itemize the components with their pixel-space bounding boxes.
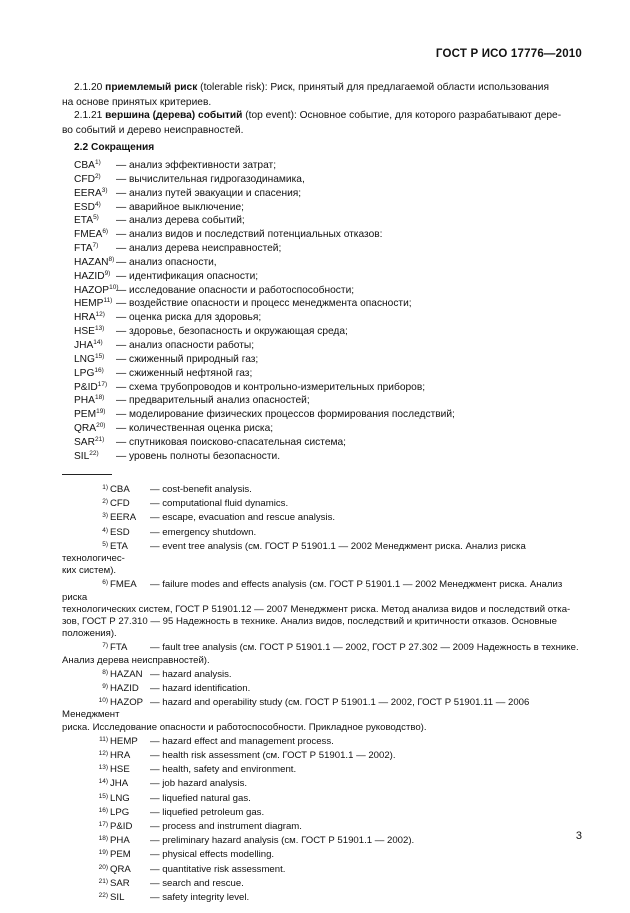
footnote-number: 13) xyxy=(98,764,108,772)
abbreviation-row xyxy=(74,159,455,173)
footnote-abbr: PHA xyxy=(110,835,130,847)
footnote xyxy=(62,748,584,762)
abbreviation-term xyxy=(74,256,116,270)
footnote-abbr: P&ID xyxy=(110,821,133,833)
abbreviation-term xyxy=(74,325,116,339)
abbreviation-meaning: — анализ опасности работы; xyxy=(116,339,255,351)
abbreviation-code: EERA xyxy=(74,187,102,199)
abbreviation-term xyxy=(74,228,116,242)
abbreviation-row xyxy=(74,325,455,339)
abbreviation-code: PEM xyxy=(74,409,97,421)
abbreviation-code: HAZID xyxy=(74,270,105,282)
abbreviation-meaning: — анализ эффективности затрат; xyxy=(116,160,277,171)
footnote-number: 6) xyxy=(102,579,108,587)
footnote-number: 5) xyxy=(102,540,108,548)
abbreviation-code: P&ID xyxy=(74,381,98,393)
footnote xyxy=(62,695,584,721)
footnote-number: 8) xyxy=(102,668,108,676)
footnote xyxy=(62,482,584,496)
footnote-abbr: LNG xyxy=(110,792,130,804)
footnote-continuation: ких систем). xyxy=(62,565,117,577)
abbreviation-meaning: — схема трубопроводов и контрольно-измерительных приборов; xyxy=(116,381,426,393)
footnote-number: 15) xyxy=(98,792,108,800)
term: вершина (дерева) событий xyxy=(105,110,243,121)
abbreviation-row xyxy=(74,201,455,215)
footnote-text: — cost-benefit analysis. xyxy=(150,484,252,495)
footnote-continuation: положения). xyxy=(62,628,117,640)
abbreviation-code: PHA xyxy=(74,395,95,407)
footnote-ref: 2) xyxy=(94,172,101,180)
abbreviation-meaning: — спутниковая поисково-спасательная система; xyxy=(116,436,346,448)
abbreviation-meaning: — сжиженный природный газ; xyxy=(116,353,259,365)
footnote-text: — failure modes and effects analysis (см. ГОСТ Р 51901.1 — 2002 Менеджмент риска. Анализ риска xyxy=(62,579,563,603)
footnote-number: 20) xyxy=(98,863,108,871)
footnote-text: — search and rescue. xyxy=(150,877,244,889)
footnote-ref: 14) xyxy=(93,338,103,346)
footnote-number: 12) xyxy=(98,750,108,758)
footnote xyxy=(62,539,584,565)
footnote-continuation: зов, ГОСТ Р 27.310 — 95 Надежность в технике. Анализ видов, последствий и критичности отказов. Основные xyxy=(62,616,558,628)
footnote-abbr: QRA xyxy=(110,863,131,875)
footnote-ref: 9) xyxy=(104,269,111,277)
abbreviation-code: QRA xyxy=(74,423,97,435)
footnote xyxy=(62,762,584,776)
abbreviation-row xyxy=(74,242,455,256)
abbreviation-term xyxy=(74,270,116,284)
abbreviation-code: HRA xyxy=(74,312,96,324)
definition-text-cont: во событий и дерево неисправностей. xyxy=(62,125,244,136)
abbreviation-term xyxy=(74,450,116,464)
footnote-number: 7) xyxy=(102,642,108,650)
footnote-text: — job hazard analysis. xyxy=(150,778,248,790)
abbreviation-code: CBA xyxy=(74,160,95,171)
footnote xyxy=(62,577,584,603)
footnote-abbr: ESD xyxy=(110,526,130,538)
footnote xyxy=(62,776,584,790)
abbreviation-meaning: — оценка риска для здоровья; xyxy=(116,312,262,324)
abbreviation-term xyxy=(74,201,116,215)
footnote-abbr: HSE xyxy=(110,764,130,776)
abbreviation-meaning: — аварийное выключение; xyxy=(116,201,244,213)
abbreviation-meaning: — количественная оценка риска; xyxy=(116,423,274,435)
abbreviation-row xyxy=(74,353,455,367)
page-header: ГОСТ Р ИСО 17776—2010 xyxy=(435,48,582,60)
abbreviation-term xyxy=(74,187,116,201)
footnote xyxy=(62,496,584,510)
abbreviation-meaning: — предварительный анализ опасностей; xyxy=(116,395,310,407)
abbreviation-code: HAZAN xyxy=(74,256,109,268)
footnote-ref: 19) xyxy=(96,408,106,416)
abbreviation-code: SIL xyxy=(74,450,90,462)
abbreviation-meaning: — идентификация опасности; xyxy=(116,270,259,282)
footnote-text: — hazard analysis. xyxy=(150,668,232,680)
abbreviation-code: HSE xyxy=(74,326,95,338)
footnote-abbr: ETA xyxy=(110,540,128,552)
term: приемлемый риск xyxy=(105,82,198,93)
footnote-text: — physical effects modelling. xyxy=(150,849,275,861)
footnote-ref: 17) xyxy=(97,380,108,388)
footnote-abbr: PEM xyxy=(110,849,131,861)
footnote-abbr: SAR xyxy=(110,877,130,889)
footnote-abbr: LPG xyxy=(110,806,130,818)
abbreviation-row xyxy=(74,367,455,381)
footnote-text: — preliminary hazard analysis (см. ГОСТ Р 51901.1 — 2002). xyxy=(150,835,415,847)
footnote xyxy=(62,847,584,861)
abbreviation-code: FMEA xyxy=(74,229,103,241)
footnote xyxy=(62,876,584,890)
abbreviation-row xyxy=(74,297,455,311)
footnote-number: 21) xyxy=(98,877,108,885)
abbreviation-term xyxy=(74,214,116,228)
footnote-text: — health, safety and environment. xyxy=(150,764,297,776)
abbreviation-term xyxy=(74,408,116,422)
footnote-abbr: SIL xyxy=(110,892,125,904)
footnote xyxy=(62,640,584,654)
footnote-text: — emergency shutdown. xyxy=(150,526,257,538)
footnote-ref: 18) xyxy=(94,394,105,402)
abbreviation-term xyxy=(74,159,116,173)
footnote-ref: 10) xyxy=(109,283,119,291)
footnote-number: 10) xyxy=(98,697,108,705)
abbreviation-list xyxy=(74,159,455,464)
footnote-text: — quantitative risk assessment. xyxy=(150,863,286,875)
abbreviation-code: SAR xyxy=(74,436,95,448)
footnote-number: 19) xyxy=(98,849,108,857)
abbreviation-code: LPG xyxy=(74,367,95,379)
footnote-abbr: EERA xyxy=(110,512,137,524)
abbreviation-term xyxy=(74,381,116,395)
abbreviation-row xyxy=(74,173,455,187)
abbreviation-row xyxy=(74,256,455,270)
footnote xyxy=(62,862,584,876)
footnote-number: 18) xyxy=(98,835,108,843)
abbreviation-row xyxy=(74,214,455,228)
abbreviation-code: JHA xyxy=(74,339,94,351)
footnote-ref: 7) xyxy=(92,242,99,250)
definition-text: (top event): Основное событие, для которого разрабатывают дере- xyxy=(245,110,562,121)
footnote-text: — hazard and operability study (см. ГОСТ Р 51901.1 — 2002, ГОСТ Р 51901.11 — 2006 Менеджмент xyxy=(62,697,530,721)
abbreviation-code: ESD xyxy=(74,201,95,213)
footnote-text: — hazard effect and management process. xyxy=(150,735,334,747)
footnote-text: — fault tree analysis (см. ГОСТ Р 51901.1 — 2002, ГОСТ Р 27.302 — 2009 Надежность в технике. xyxy=(150,642,579,654)
abbreviation-term xyxy=(74,297,116,311)
abbreviation-term xyxy=(74,436,116,450)
definition-2-1-21 xyxy=(62,108,582,138)
footnote-separator xyxy=(62,474,112,475)
abbreviation-code: CFD xyxy=(74,173,95,185)
abbreviation-row xyxy=(74,311,455,325)
footnote-text: — liquefied petroleum gas. xyxy=(150,806,265,818)
abbreviation-meaning: — вычислительная гидрогазодинамика, xyxy=(116,173,305,185)
abbreviation-term xyxy=(74,311,116,325)
abbreviation-row xyxy=(74,339,455,353)
footnote-text: — escape, evacuation and rescue analysis. xyxy=(150,512,336,524)
footnote-number: 3) xyxy=(102,512,108,520)
footnote-abbr: FMEA xyxy=(110,579,137,591)
abbreviation-meaning: — моделирование физических процессов формирования последствий; xyxy=(116,409,455,421)
abbreviation-term xyxy=(74,242,116,256)
footnote xyxy=(62,681,584,695)
footnote-ref: 12) xyxy=(95,311,105,319)
definition-2-1-20 xyxy=(62,80,582,110)
footnote-ref: 4) xyxy=(94,200,101,208)
footnote-abbr: CFD xyxy=(110,498,130,510)
abbreviation-row xyxy=(74,408,455,422)
footnote-number: 11) xyxy=(99,735,108,743)
footnote-ref: 22) xyxy=(89,449,99,457)
definition-text-cont: на основе принятых критериев. xyxy=(62,97,212,108)
abbreviation-row xyxy=(74,394,455,408)
footnote-number: 22) xyxy=(98,892,108,900)
footnote-text: — hazard identification. xyxy=(150,683,251,695)
abbreviation-term xyxy=(74,422,116,436)
abbreviation-meaning: — анализ видов и последствий потенциальных отказов: xyxy=(116,229,383,241)
footnote-ref: 15) xyxy=(94,352,105,360)
page-number: 3 xyxy=(575,830,582,842)
abbreviation-meaning: — анализ путей эвакуации и спасения; xyxy=(116,187,302,199)
footnote-text: — safety integrity level. xyxy=(150,892,250,904)
footnote-ref: 3) xyxy=(101,186,108,194)
abbreviation-row xyxy=(74,270,455,284)
clause-number: 2.1.20 xyxy=(74,82,103,93)
footnote-ref: 21) xyxy=(94,435,105,443)
abbreviation-meaning: — анализ дерева неисправностей; xyxy=(116,243,282,255)
abbreviation-term xyxy=(74,353,116,367)
footnote-continuation: технологических систем, ГОСТ Р 51901.12 — 2007 Менеджмент риска. Метод анализа видов и последствий отка- xyxy=(62,603,571,615)
abbreviation-row xyxy=(74,422,455,436)
footnote-abbr: JHA xyxy=(110,778,129,790)
footnote-ref: 1) xyxy=(94,159,101,166)
abbreviation-code: FTA xyxy=(74,243,93,255)
footnote-ref: 16) xyxy=(94,366,104,374)
footnote-continuation: риска. Исследование опасности и работоспособности. Прикладное руководство). xyxy=(62,721,427,733)
footnote-abbr: HAZID xyxy=(110,683,139,695)
footnote-abbr: CBA xyxy=(110,484,130,495)
abbreviation-row xyxy=(74,228,455,242)
abbreviation-row xyxy=(74,381,455,395)
footnote xyxy=(62,833,584,847)
abbreviation-meaning: — уровень полноты безопасности. xyxy=(116,450,281,462)
abbreviation-term xyxy=(74,394,116,408)
footnote xyxy=(62,525,584,539)
abbreviation-code: LNG xyxy=(74,353,95,365)
footnote-ref: 6) xyxy=(102,228,109,236)
footnote xyxy=(62,791,584,805)
footnote-text: — liquefied natural gas. xyxy=(150,792,251,804)
abbreviation-row xyxy=(74,284,455,298)
abbreviation-term xyxy=(74,173,116,187)
footnote-text: — health risk assessment (см. ГОСТ Р 51901.1 — 2002). xyxy=(150,750,396,762)
abbreviation-meaning: — исследование опасности и работоспособности; xyxy=(116,284,355,296)
footnote xyxy=(62,667,584,681)
footnote-number: 2) xyxy=(102,498,108,506)
footnote-abbr: HAZOP xyxy=(110,697,144,709)
abbreviation-code: ETA xyxy=(74,215,94,227)
abbreviation-row xyxy=(74,450,455,464)
abbreviation-meaning: — воздействие опасности и процесс менеджмента опасности; xyxy=(116,298,412,310)
footnote-abbr: HAZAN xyxy=(110,668,143,680)
abbreviation-term xyxy=(74,339,116,353)
abbreviation-meaning: — здоровье, безопасность и окружающая среда; xyxy=(116,326,348,338)
footnote xyxy=(62,510,584,524)
abbreviation-row xyxy=(74,436,455,450)
abbreviation-meaning: — сжиженный нефтяной газ; xyxy=(116,367,253,379)
footnote-continuation: Анализ дерева неисправностей). xyxy=(62,654,210,666)
footnote xyxy=(62,734,584,748)
footnote-number: 17) xyxy=(98,821,108,829)
section-title: 2.2 Сокращения xyxy=(74,142,155,153)
footnote-ref: 20) xyxy=(96,422,106,430)
footnote-ref: 8) xyxy=(108,255,115,263)
footnote-abbr: FTA xyxy=(110,642,128,654)
footnote-number: 4) xyxy=(102,526,108,534)
footnote xyxy=(62,819,584,833)
footnote-abbr: HEMP xyxy=(110,735,138,747)
footnote-number: 9) xyxy=(102,683,108,691)
clause-number: 2.1.21 xyxy=(74,110,103,121)
abbreviation-term xyxy=(74,367,116,381)
footnote-text: — process and instrument diagram. xyxy=(150,821,302,833)
footnote xyxy=(62,890,584,904)
abbreviation-meaning: — анализ опасности, xyxy=(116,256,217,268)
abbreviation-code: HEMP xyxy=(74,298,104,310)
footnote-number: 16) xyxy=(98,806,108,814)
footnote-number: 1) xyxy=(102,484,108,491)
definition-text: (tolerable risk): Риск, принятый для предлагаемой области использования xyxy=(200,82,549,93)
abbreviation-meaning: — анализ дерева событий; xyxy=(116,215,245,227)
abbreviation-term xyxy=(74,283,119,298)
abbreviation-code: HAZOP xyxy=(74,284,110,296)
footnote-ref: 13) xyxy=(94,325,105,333)
footnote xyxy=(62,805,584,819)
footnote-text: — computational fluid dynamics. xyxy=(150,498,289,510)
footnote-ref: 11) xyxy=(103,297,113,305)
footnote-number: 14) xyxy=(98,778,108,786)
abbreviation-row xyxy=(74,187,455,201)
footnote-ref: 5) xyxy=(93,214,99,222)
footnote-list xyxy=(62,482,584,904)
footnote-abbr: HRA xyxy=(110,750,131,762)
footnote-text: — event tree analysis (см. ГОСТ Р 51901.1 — 2002 Менеджмент риска. Анализ риска технологичес- xyxy=(62,540,526,565)
